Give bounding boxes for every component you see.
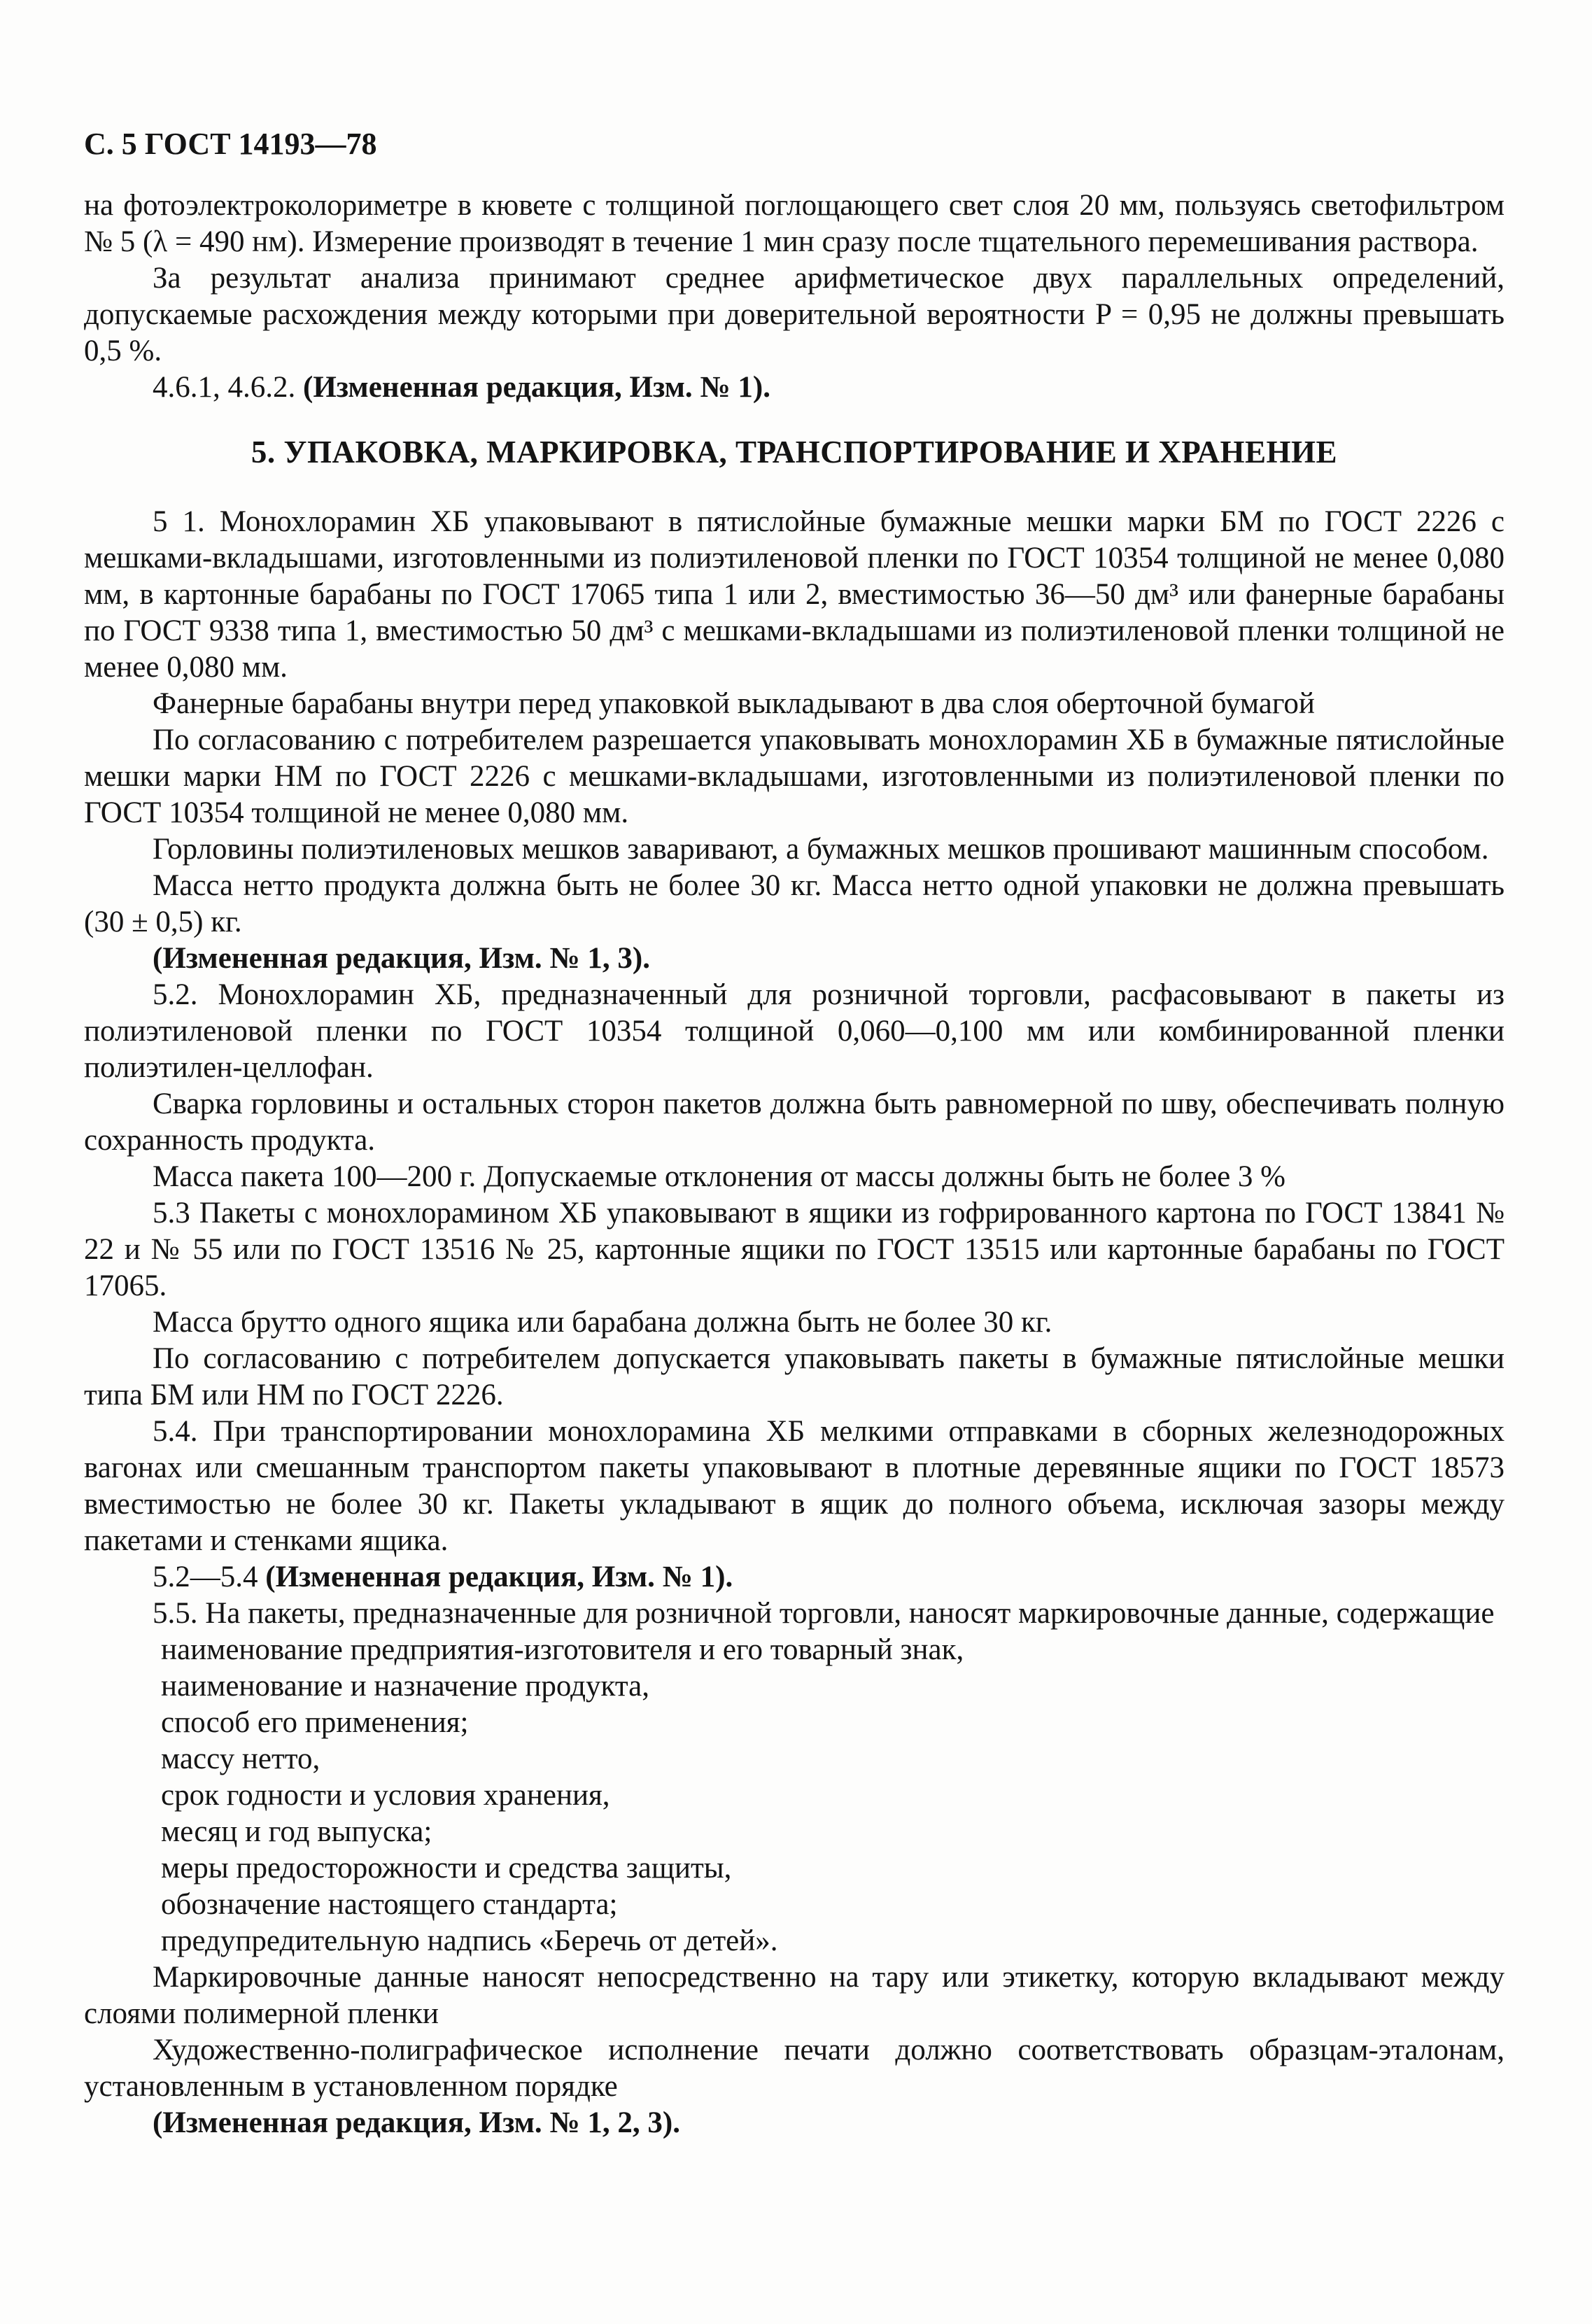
- paragraph: 5.4. При транспортировании монохлорамина ХБ мелкими отправками в сборных железнодорожных вагонах или смешанным транспортом пакеты упаковывают в плотные деревянные ящики по ГОСТ 18573 вместимостью не более 30 кг. Пакеты укладывают в ящик до полного объема, исключая зазоры между пакетами и стенками ящика.: [84, 1415, 1505, 1557]
- page-header: С. 5 ГОСТ 14193—78: [84, 127, 377, 161]
- paragraph: По согласованию с потребителем допускается упаковывать пакеты в бумажные пятислойные мешки типа БМ или НМ по ГОСТ 2226.: [84, 1342, 1505, 1411]
- list-item: обозначение настоящего стандарта;: [161, 1888, 618, 1921]
- list-item: меры предосторожности и средства защиты,: [161, 1852, 732, 1885]
- paragraph: Масса пакета 100—200 г. Допускаемые отклонения от массы должны быть не более 3 %: [153, 1160, 1285, 1193]
- amendment-note: [84, 369, 1505, 406]
- paragraph: 5.5. На пакеты, предназначенные для розничной торговли, наносят маркировочные данные, содержащие: [153, 1597, 1495, 1630]
- paragraph: Фанерные барабаны внутри перед упаковкой выкладывают в два слоя оберточной бумагой: [153, 687, 1315, 720]
- paragraph: 5.2. Монохлорамин ХБ, предназначенный для розничной торговли, расфасовывают в пакеты из полиэтиленовой пленки по ГОСТ 10354 толщиной 0,060—0,100 мм или комбинированной пленки полиэтилен-целлофан.: [84, 978, 1505, 1084]
- list-item: способ его применения;: [161, 1706, 469, 1739]
- list-item: месяц и год выпуска;: [161, 1815, 432, 1848]
- list-item: наименование предприятия-изготовителя и его товарный знак,: [161, 1633, 964, 1666]
- clause-numbers: 4.6.1, 4.6.2.: [153, 371, 296, 404]
- amendment-label: (Измененная редакция, Изм. № 1, 3).: [153, 942, 650, 975]
- paragraph: Сварка горловины и остальных сторон пакетов должна быть равномерной по шву, обеспечивать полную сохранность продукта.: [84, 1087, 1505, 1157]
- amendment-label: (Измененная редакция, Изм. № 1).: [303, 371, 770, 404]
- paragraph: 5 1. Монохлорамин ХБ упаковывают в пятислойные бумажные мешки марки БМ по ГОСТ 2226 с мешками-вкладышами, изготовленными из полиэтиленовой пленки по ГОСТ 10354 толщиной не менее 0,080 мм, в картонные барабаны по ГОСТ 17065 типа 1 или 2, вместимостью 36—50 дм³ или фанерные барабаны по ГОСТ 9338 типа 1, вместимостью 50 дм³ с мешками-вкладышами из полиэтиленовой пленки толщиной не менее 0,080 мм.: [84, 505, 1505, 684]
- paragraph: Горловины полиэтиленовых мешков заваривают, а бумажных мешков прошивают машинным способом.: [153, 833, 1489, 866]
- list-item: наименование и назначение продукта,: [161, 1670, 650, 1703]
- paragraph: на фотоэлектроколориметре в кювете с толщиной поглощающего свет слоя 20 мм, пользуясь светофильтром № 5 (λ = 490 нм). Измерение производят в течение 1 мин сразу после тщательного перемешивания раствора.: [84, 189, 1505, 258]
- amendment-label: (Измененная редакция, Изм. № 1, 2, 3).: [153, 2106, 680, 2139]
- page-content: [84, 126, 1505, 2141]
- list-item: предупредительную надпись «Беречь от детей».: [161, 1924, 778, 1957]
- paragraph: 5.3 Пакеты с монохлорамином ХБ упаковывают в ящики из гофрированного картона по ГОСТ 13841 № 22 и № 55 или по ГОСТ 13516 № 25, картонные ящики по ГОСТ 13515 или картонные барабаны по ГОСТ 17065.: [84, 1197, 1505, 1302]
- paragraph: По согласованию с потребителем разрешается упаковывать монохлорамин ХБ в бумажные пятислойные мешки марки НМ по ГОСТ 2226 с мешками-вкладышами, изготовленными из полиэтиленовой пленки по ГОСТ 10354 толщиной не менее 0,080 мм.: [84, 724, 1505, 829]
- list-item: массу нетто,: [161, 1742, 320, 1775]
- paragraph: Масса нетто продукта должна быть не более 30 кг. Масса нетто одной упаковки не должна превышать (30 ± 0,5) кг.: [84, 869, 1505, 938]
- list-item: срок годности и условия хранения,: [161, 1779, 610, 1812]
- section-title: 5. УПАКОВКА, МАРКИРОВКА, ТРАНСПОРТИРОВАНИЕ И ХРАНЕНИЕ: [251, 435, 1338, 470]
- paragraph: Масса брутто одного ящика или барабана должна быть не более 30 кг.: [153, 1306, 1052, 1339]
- paragraph: Маркировочные данные наносят непосредственно на тару или этикетку, которую вкладывают между слоями полимерной пленки: [84, 1961, 1505, 2030]
- paragraph: Художественно-полиграфическое исполнение печати должно соответствовать образцам-эталонам, установленным в установленном порядке: [84, 2034, 1505, 2103]
- amendment-note: [84, 1559, 1505, 1596]
- clause-numbers: 5.2—5.4: [153, 1561, 258, 1593]
- amendment-label: (Измененная редакция, Изм. № 1).: [265, 1561, 733, 1593]
- paragraph: За результат анализа принимают среднее арифметическое двух параллельных определений, допускаемые расхождения между которыми при доверительной вероятности P = 0,95 не должны превышать 0,5 %.: [84, 262, 1505, 367]
